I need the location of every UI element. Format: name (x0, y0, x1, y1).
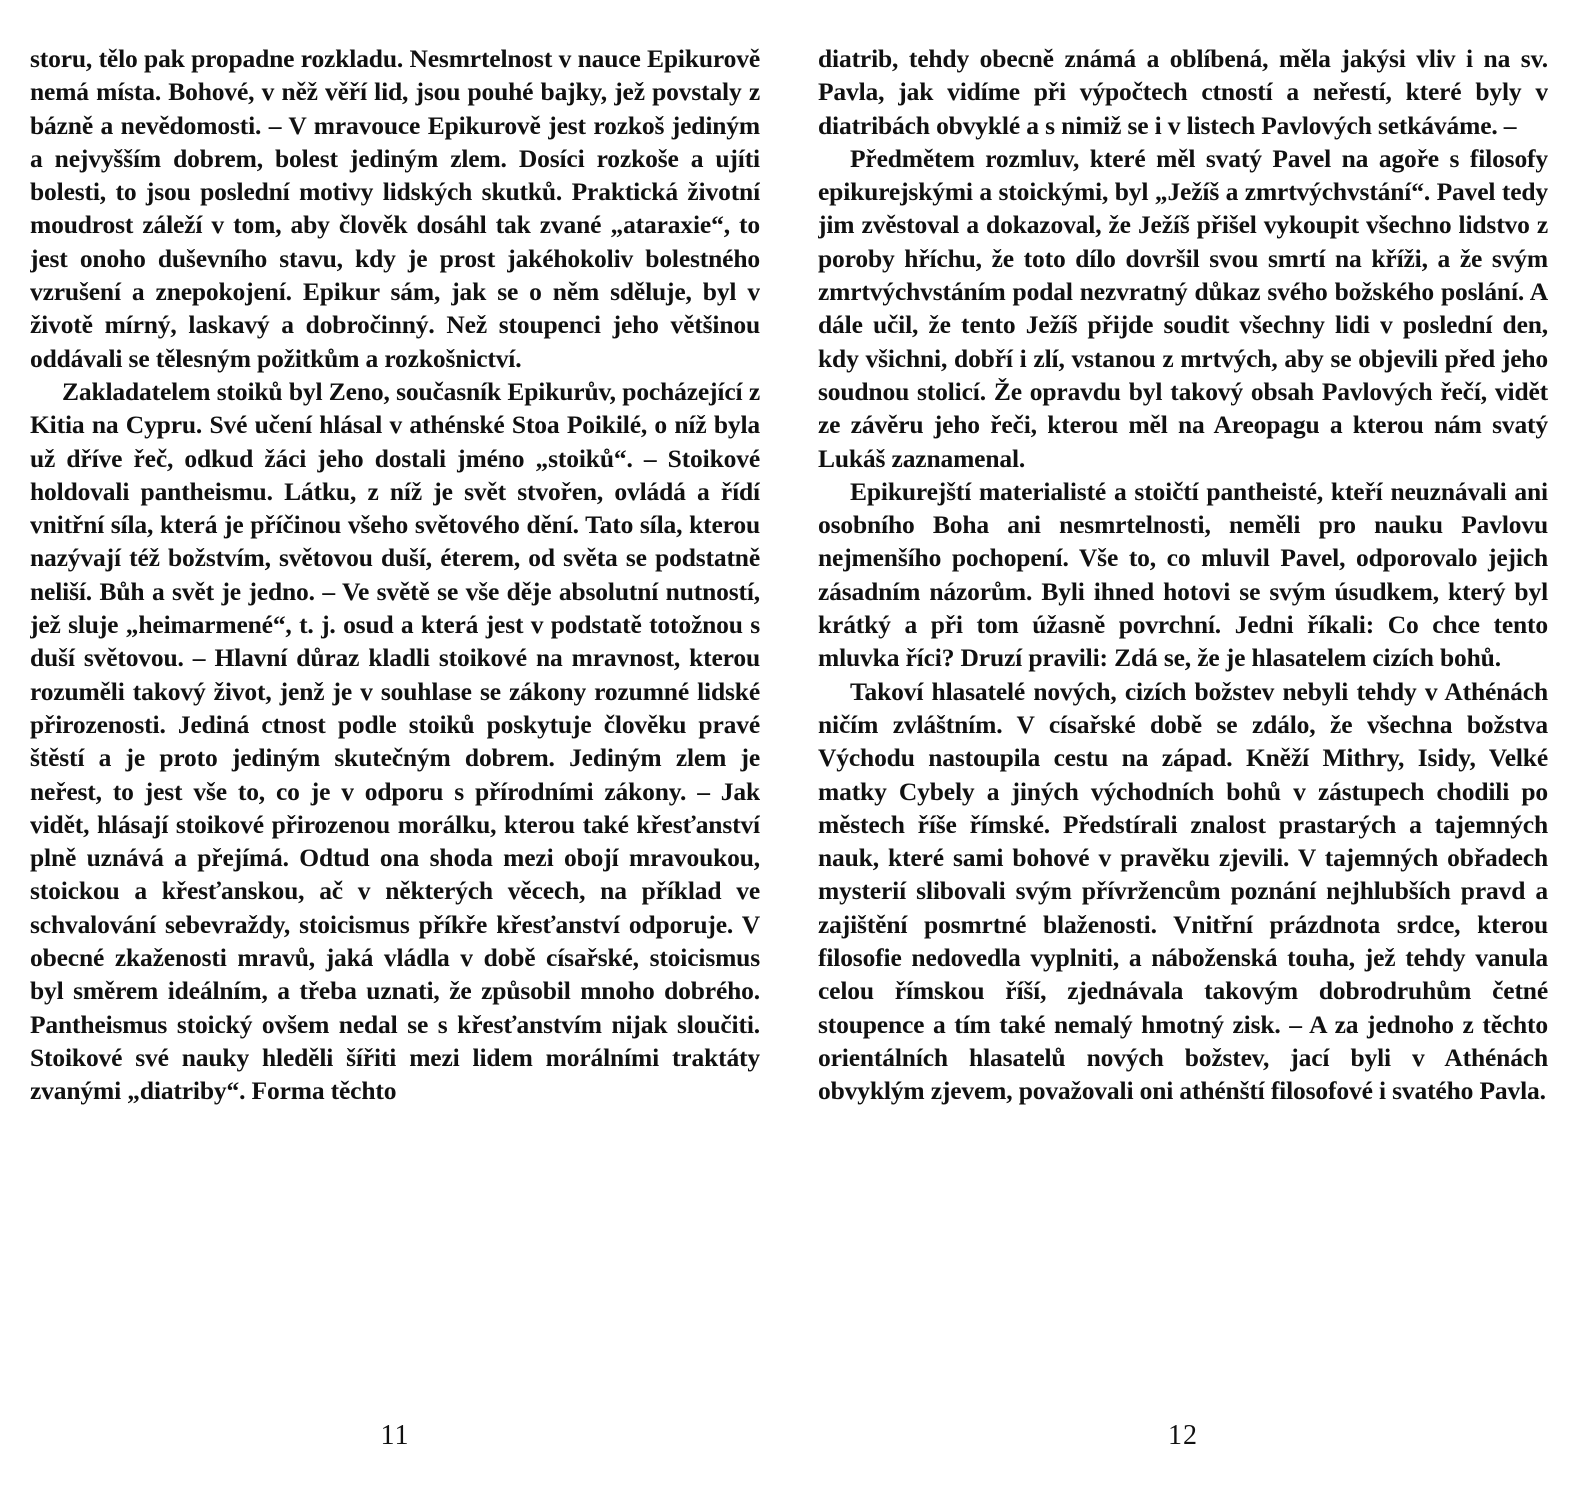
paragraph: Zakladatelem stoiků byl Zeno, současník Epikurův, pocházející z Kitia na Cypru. Své učení hlásal v athénské Stoa Poikilé, o níž byla už dříve řeč, odkud žáci jeho dostali jméno „stoiků“. – Stoikové holdovali pantheismu. Látku, z níž je svět stvořen, ovládá a řídí vnitřní síla, která je příčinou všeho světového dění. Tato síla, kterou nazývají též božstvím, světovou duší, éterem, od světa se podstatně neliší. Bůh a svět je jedno. – Ve světě se vše děje absolutní nutností, jež sluje „heimarmené“, t. j. osud a která jest v podstatě totožnou s duší světovou. – Hlavní důraz kladli stoikové na mravnost, kterou rozuměli takový život, jenž je v souhlase se zákony rozumné lidské přirozenosti. Jediná ctnost podle stoiků poskytuje člověku pravé štěstí a je proto jediným skutečným dobrem. Jediným zlem je neřest, to jest vše to, co je v odporu s přírodními zákony. – Jak vidět, hlásají stoikové přirozenou morálku, kterou také křesťanství plně uznává a přejímá. Odtud ona shoda mezi obojí mravoukou, stoickou a křesťanskou, ač v některých věcech, na příklad ve schvalování sebevraždy, stoicismus příkře křesťanství odporuje. V obecné zkaženosti mravů, jaká vládla v době císařské, stoicismus byl směrem ideálním, a třeba uznati, že způsobil mnoho dobrého. Pantheismus stoický ovšem nedal se s křesťanstvím nijak sloučiti. Stoikové své nauky hleděli šířiti mezi lidem morálními traktáty zvanými „diatriby“. Forma těchto (30, 376, 760, 1106)
paragraph: Předmětem rozmluv, které měl svatý Pavel na agoře s filosofy epikurejskými a stoickými, byl „Ježíš a zmrtvýchvstání“. Pavel tedy jim zvěstoval a dokazoval, že Ježíš přišel vykoupit všechno lidstvo z poroby hříchu, že toto dílo dovršil svou smrtí na kříži, a že svým zmrtvýchvstáním podal nezvratný důkaz svého božského poslání. A dále učil, že tento Ježíš přijde soudit všechny lidi v poslední den, kdy všichni, dobří i zlí, vstanou z mrtvých, aby se objevili před jeho soudnou stolicí. Že opravdu byl takový obsah Pavlových řečí, vidět ze závěru jeho řeči, kterou měl na Areopagu a kterou nám svatý Lukáš zaznamenal. (818, 143, 1548, 473)
paragraph: diatrib, tehdy obecně známá a oblíbená, měla jakýsi vliv i na sv. Pavla, jak vidíme při výpočtech ctností a neřestí, které byly v diatribách obvyklé a s nimiž se i v listech Pavlových setkáváme. – (818, 44, 1548, 140)
paragraph: storu, tělo pak propadne rozkladu. Nesmrtelnost v nauce Epikurově nemá místa. Bohové, v něž věří lid, jsou pouhé bajky, jež povstaly z bázně a nevědomosti. – V mravouce Epikurově jest rozkoš jediným a nejvyšším dobrem, bolest jediným zlem. Dosíci rozkoše a ujíti bolesti, to jsou poslední motivy lidských skutků. Praktická životní moudrost záleží v tom, aby člověk dosáhl tak zvané „ataraxie“, to jest onoho duševního stavu, kdy je prost jakéhokoliv bolestného vzrušení a znepokojení. Epikur sám, jak se o něm sděluje, byl v životě mírný, laskavý a dobročinný. Než stoupenci jeho většinou oddávali se tělesným požitkům a rozkošnictví. (30, 44, 760, 373)
page-number-left: 11 (380, 1420, 410, 1451)
paragraph: Takoví hlasatelé nových, cizích božstev nebyli tehdy v Athénách ničím zvláštním. V císařské době se zdálo, že všechna božstva Východu nastoupila cestu na západ. Kněží Mithry, Isidy, Velké matky Cybely a jiných východních bohů v zástupech chodili po městech říše římské. Předstírali znalost prastarých a tajemných nauk, které sami bohové v pravěku zjevili. V tajemných obřadech mysterií slibovali svým přívržencům poznání nejhlubších pravd a zajištění posmrtné blaženosti. Vnitřní prázdnota srdce, kterou filosofie nedovedla vyplniti, a náboženská touha, jež tehdy vanula celou římskou říší, zjednávala takovým dobrodruhům četné stoupence a tím také nemalý hmotný zisk. – A za jednoho z těchto orientálních hlasatelů nových božstev, jací byli v Athénách obvyklým zjevem, považovali oni athénští filosofové i svatého Pavla. (818, 676, 1548, 1106)
left-page-text (30, 42, 760, 1392)
page-number-right: 12 (1168, 1420, 1198, 1451)
right-page (818, 42, 1548, 1482)
paragraph: Epikurejští materialisté a stoičtí pantheisté, kteří neuznávali ani osobního Boha ani nesmrtelnosti, neměli pro nauku Pavlovu nejmenšího pochopení. Vše to, co mluvil Pavel, odporovalo jejich zásadním názorům. Byli ihned hotovi se svým úsudkem, který byl krátký a při tom úžasně povrchní. Jedni říkali: Co chce tento mluvka říci? Druzí pravili: Zdá se, že je hlasatelem cizích bohů. (818, 476, 1548, 673)
right-page-text (818, 42, 1548, 1392)
left-page (30, 42, 760, 1482)
